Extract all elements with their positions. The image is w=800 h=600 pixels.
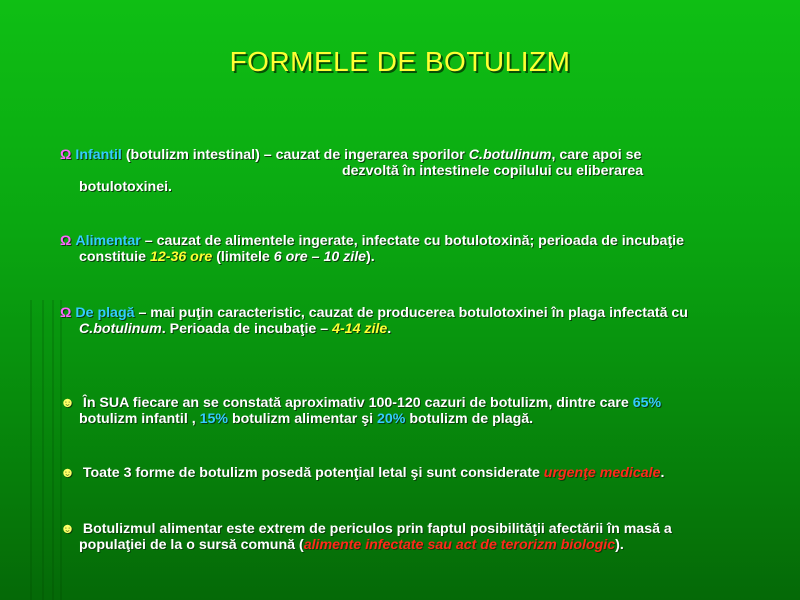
item-italic: C.botulinum <box>468 147 552 163</box>
incubation-highlight: 4-14 zile <box>332 321 388 337</box>
list-item-alimentar <box>60 233 770 265</box>
item-line <box>60 411 770 427</box>
item-text: botulizm infantil , <box>79 411 200 427</box>
decor-line <box>42 300 44 600</box>
omega-bullet-icon: Ω <box>60 233 72 249</box>
smiley-bullet-icon: ☻ <box>60 465 75 481</box>
item-text: botulotoxinei. <box>79 179 172 195</box>
item-text: – cauzat de alimentele ingerate, infectate cu botulotoxină; perioada de incubaţie <box>140 233 685 249</box>
item-text: ). <box>366 249 375 265</box>
list-item-periculos <box>60 521 770 553</box>
item-text: – mai puţin caracteristic, cauzat de producerea botulotoxinei în plaga infectată cu <box>134 305 688 321</box>
smiley-bullet-icon: ☻ <box>60 521 75 537</box>
item-text: dezvoltă în intestinele copilului cu eliberarea <box>342 163 644 179</box>
list-item-letal <box>60 465 770 481</box>
item-text: ). <box>615 537 624 553</box>
item-text: . Perioada de incubaţie – <box>161 321 333 337</box>
item-text: botulizm alimentar şi <box>228 411 377 427</box>
list-item-infantil <box>60 147 770 195</box>
item-line <box>60 321 770 337</box>
list-item-sua-stats <box>60 395 770 427</box>
item-text: constituie <box>79 249 150 265</box>
item-italic: 6 ore – 10 zile <box>273 249 367 265</box>
item-text: În SUA fiecare an se constată aproximativ 100-120 cazuri de botulizm, dintre care <box>78 395 633 411</box>
term-infantil: Infantil <box>75 147 122 163</box>
item-text: populaţiei de la o sursă comună ( <box>79 537 304 553</box>
item-text: Botulizmul alimentar este extrem de periculos prin faptul posibilităţii afectării în masă a <box>78 521 672 537</box>
item-text: (limitele <box>212 249 274 265</box>
term-de-plaga: De plagă <box>75 305 135 321</box>
terrorism-highlight: alimente infectate sau act de terorizm biologic <box>303 537 616 553</box>
list-item-de-plaga <box>60 305 770 337</box>
omega-bullet-icon: Ω <box>60 305 72 321</box>
item-line <box>60 537 770 553</box>
percent-alimentar: 15% <box>199 411 228 427</box>
percent-infantil: 65% <box>632 395 662 411</box>
decor-line <box>52 300 54 600</box>
omega-bullet-icon: Ω <box>60 147 72 163</box>
item-text: . <box>660 465 665 481</box>
term-alimentar: Alimentar <box>75 233 141 249</box>
smiley-bullet-icon: ☻ <box>60 395 75 411</box>
decor-line <box>30 300 32 600</box>
item-text: botulizm de plagă. <box>405 411 534 427</box>
incubation-highlight: 12-36 ore <box>149 249 213 265</box>
decor-line <box>60 300 62 600</box>
slide-title: FORMELE DE BOTULIZM <box>229 46 571 77</box>
percent-plaga: 20% <box>377 411 406 427</box>
item-line <box>60 249 770 265</box>
urgente-highlight: urgenţe medicale <box>543 465 661 481</box>
item-italic: C.botulinum <box>79 321 162 337</box>
item-text: , care apoi se <box>551 147 642 163</box>
item-text: (botulizm intestinal) – cauzat de ingerarea sporilor <box>121 147 469 163</box>
item-text: Toate 3 forme de botulizm posedă potenţial letal şi sunt considerate <box>78 465 544 481</box>
item-text: . <box>387 321 392 337</box>
